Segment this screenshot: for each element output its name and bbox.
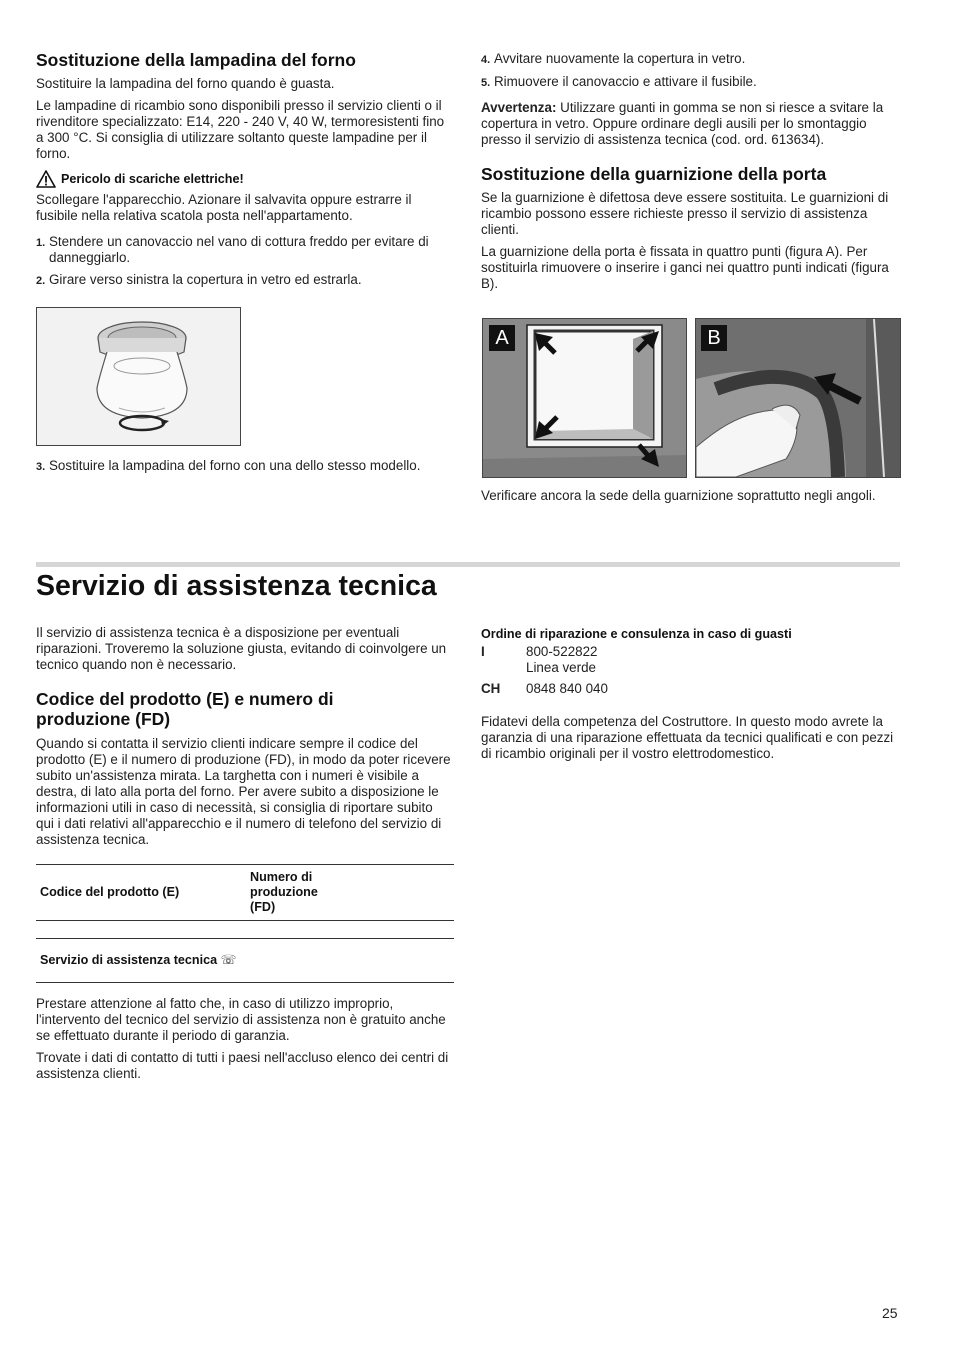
- step-number: 3.: [36, 461, 46, 473]
- table-row: [36, 939, 454, 983]
- step-3: [36, 458, 454, 475]
- product-code-header: Codice del prodotto (E): [40, 885, 180, 899]
- empty-cell: [334, 939, 454, 983]
- seal-paragraph-2: La guarnizione della porta è fissata in quattro punti (figura A). Per sostituirla rimuovere o inserire i ganci nei quattro punti indicati (figura B).: [481, 244, 889, 291]
- step-number: 4.: [481, 54, 491, 66]
- product-code-title: Codice del prodotto (E) e numero di produzione (FD): [36, 689, 334, 729]
- step-text: Avvitare nuovamente la copertura in vetro.: [494, 51, 746, 66]
- lamp-paragraph-1: Sostituire la lampadina del forno quando è guasta.: [36, 76, 335, 91]
- contact-row: [481, 644, 901, 676]
- step-number: 5.: [481, 77, 491, 89]
- note-label: Avvertenza:: [481, 100, 557, 115]
- service-right: [481, 626, 901, 762]
- country-code: CH: [481, 681, 501, 696]
- lamp-section-cont: [36, 458, 454, 475]
- page-number: 25: [882, 1305, 898, 1321]
- warning-text: Scollegare l'apparecchio. Azionare il salvavita oppure estrarre il fusibile nella relativa scatola posta nell'appartamento.: [36, 192, 412, 223]
- service-title: Servizio di assistenza tecnica: [36, 570, 437, 602]
- country-code: I: [481, 644, 485, 659]
- step-2: [36, 272, 454, 289]
- lamp-title: Sostituzione della lampadina del forno: [36, 50, 356, 70]
- service-phone-cell: [36, 939, 246, 983]
- empty-cell: [246, 939, 334, 983]
- step-number: 1.: [36, 237, 46, 249]
- figure-a: [482, 318, 687, 478]
- step-text: Girare verso sinistra la copertura in vetro ed estrarla.: [49, 272, 362, 287]
- table-spacer-row: [36, 921, 454, 939]
- trust-text: Fidatevi della competenza del Costruttore. In questo modo avrete la garanzia di una riparazione effettuata da tecnici qualificati e con pezzi di ricambio originali per il vostro elettrodomestico.: [481, 714, 894, 761]
- note-paragraph: [481, 100, 901, 148]
- section-divider: [36, 562, 900, 567]
- warning-heading: [36, 170, 454, 188]
- appliance-data-table: [36, 864, 454, 983]
- product-code-text: Quando si contatta il servizio clienti indicare sempre il codice del prodotto (E) e il numero di produzione (FD), in modo da poter ricevere subito un'assistenza mirata. La targhetta con i numeri è visibile a destra, di lato alla porta del forno. Per avere subito a disposizione le informazioni utili in caso di necessità, si consiglia di riportare subito qui i dati relativi all'apparecchio e il numero di telefono del servizio di assistenza tecnica.: [36, 736, 451, 847]
- phone-note: Linea verde: [526, 660, 596, 675]
- lamp-section: [36, 50, 454, 289]
- figure-b-label: B: [701, 325, 727, 351]
- step-text: Sostituire la lampadina del forno con una dello stesso modello.: [49, 458, 421, 473]
- service-intro: Il servizio di assistenza tecnica è a disposizione per eventuali riparazioni. Troveremo la soluzione giusta, evitando di coinvolgere un tecnico quando non è necessario.: [36, 625, 447, 672]
- figure-b: [695, 318, 901, 478]
- lamp-paragraph-2: Le lampadine di ricambio sono disponibili presso il servizio clienti o il rivenditore specializzato: E14, 220 - 240 V, 40 W, termoresistenti fino a 300 °C. Si consiglia di utilizzare soltanto queste lampadine per il forno.: [36, 98, 445, 161]
- telephone-icon: ☏: [220, 953, 237, 967]
- step-number: 2.: [36, 275, 46, 287]
- seal-title: Sostituzione della guarnizione della porta: [481, 164, 827, 184]
- order-title: Ordine di riparazione e consulenza in caso di guasti: [481, 627, 792, 641]
- step-5: [481, 74, 901, 91]
- warranty-text: Prestare attenzione al fatto che, in caso di utilizzo improprio, l'intervento del tecnico del servizio di assistenza non è gratuito anche se effettuato durante il periodo di garanzia.: [36, 996, 446, 1043]
- lamp-cover-figure: [36, 307, 241, 446]
- warning-title: Pericolo di scariche elettriche!: [61, 172, 244, 186]
- lamp-cover-illustration: [37, 308, 240, 445]
- seal-section: [481, 51, 901, 292]
- production-number-header: Numero di produzione (FD): [250, 870, 318, 914]
- seal-section-cont: [481, 488, 901, 504]
- warning-triangle-icon: [36, 170, 56, 188]
- service-left: [36, 625, 454, 1082]
- step-text: Stendere un canovaccio nel vano di cottura freddo per evitare di danneggiarlo.: [49, 234, 429, 265]
- figure-a-label: A: [489, 325, 515, 351]
- step-1: [36, 234, 454, 266]
- table-row: [36, 865, 454, 921]
- note-text: Utilizzare guanti in gomma se non si riesce a svitare la copertura in vetro. Oppure ordinare degli ausili per lo smontaggio presso il servizio di assistenza tecnica (cod. ord. 613634).: [481, 100, 884, 147]
- phone-number: 0848 840 040: [526, 681, 608, 696]
- contact-row: [481, 681, 901, 697]
- contacts-text: Trovate i dati di contatto di tutti i paesi nell'accluso elenco dei centri di assistenza clienti.: [36, 1050, 449, 1081]
- seal-paragraph-1: Se la guarnizione è difettosa deve essere sostituita. Le guarnizioni di ricambio possono essere richieste presso il servizio di assistenza clienti.: [481, 190, 889, 237]
- seal-paragraph-3: Verificare ancora la sede della guarnizione soprattutto negli angoli.: [481, 488, 876, 503]
- service-phone-label: Servizio di assistenza tecnica: [40, 953, 218, 967]
- empty-cell: [36, 921, 454, 939]
- empty-cell: [334, 865, 454, 921]
- contact-details: [526, 644, 597, 676]
- step-4: [481, 51, 901, 68]
- step-text: Rimuovere il canovaccio e attivare il fusibile.: [494, 74, 757, 89]
- phone-number: 800-522822: [526, 644, 598, 659]
